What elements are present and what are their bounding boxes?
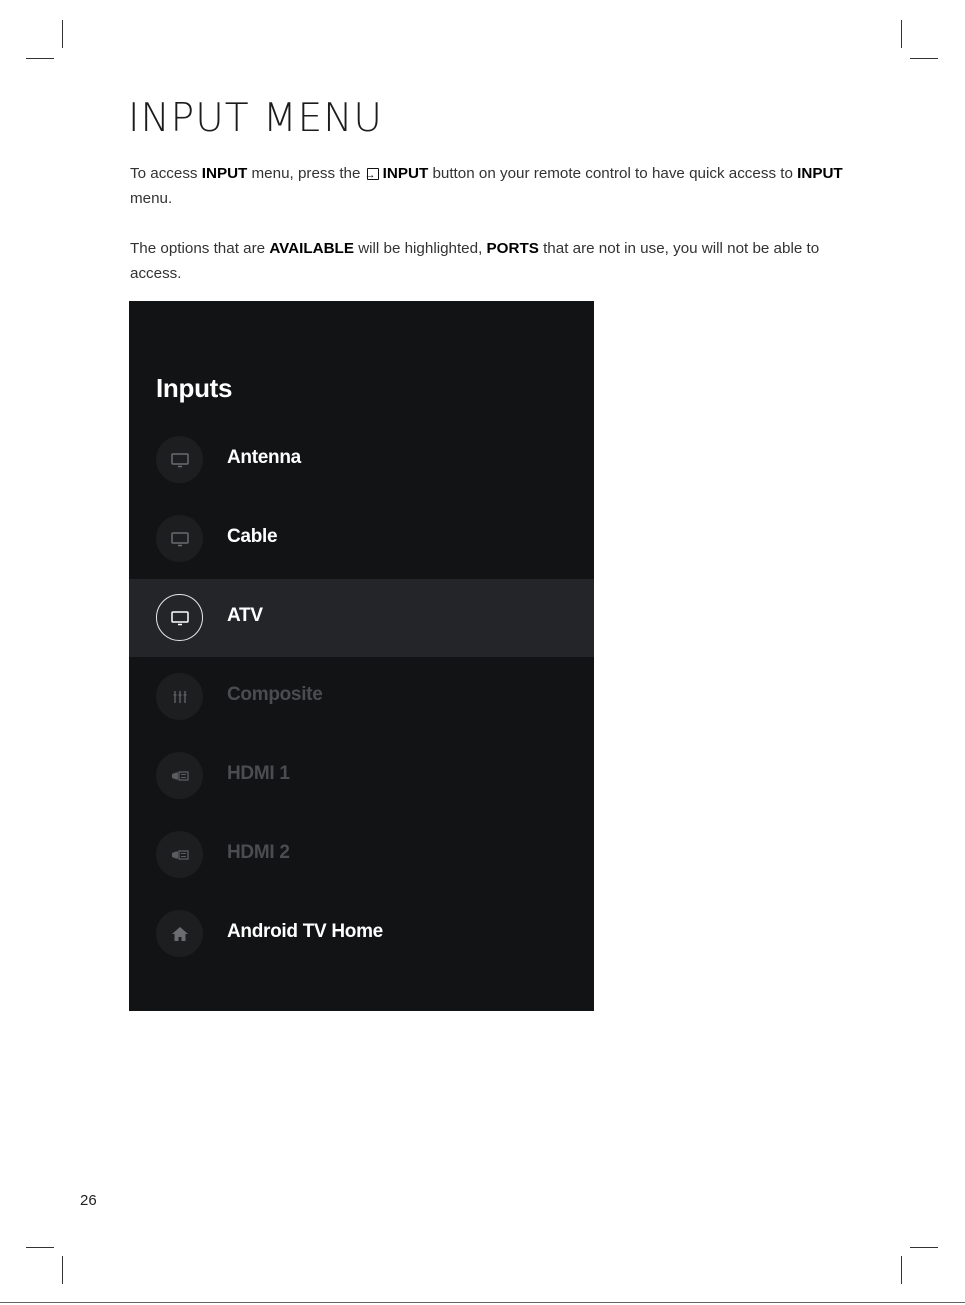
input-item-label: Cable <box>227 526 278 547</box>
tv-icon <box>156 594 203 641</box>
menu-title: Inputs <box>156 373 233 403</box>
tv-icon <box>156 436 203 483</box>
crop-mark <box>26 1247 54 1248</box>
input-item-label: HDMI 1 <box>227 763 290 784</box>
crop-mark <box>910 1247 938 1248</box>
crop-mark <box>62 1256 63 1284</box>
crop-mark <box>901 1256 902 1284</box>
input-item-label: ATV <box>227 605 263 626</box>
composite-icon <box>156 673 203 720</box>
crop-mark <box>62 20 63 48</box>
hdmi-icon <box>156 831 203 878</box>
input-item-composite <box>129 658 594 736</box>
bottom-rule <box>0 1302 965 1303</box>
input-item-label: Antenna <box>227 447 301 468</box>
input-item-label: Composite <box>227 684 323 705</box>
input-item-antenna[interactable] <box>129 421 594 499</box>
input-item-hdmi-2 <box>129 816 594 894</box>
input-item-atv[interactable] <box>129 579 594 657</box>
input-item-cable[interactable] <box>129 500 594 578</box>
input-item-android-tv-home[interactable] <box>129 895 594 973</box>
page-number: 26 <box>80 1192 97 1209</box>
input-item-label: HDMI 2 <box>227 842 290 863</box>
input-icon <box>367 168 379 180</box>
crop-mark <box>26 58 54 59</box>
tv-icon <box>156 515 203 562</box>
input-item-hdmi-1 <box>129 737 594 815</box>
crop-mark <box>910 58 938 59</box>
hdmi-icon <box>156 752 203 799</box>
input-item-label: Android TV Home <box>227 921 383 942</box>
page-title: INPUT MENU <box>128 96 383 141</box>
inputs-menu-panel <box>129 301 594 1011</box>
intro-paragraph: To access INPUT menu, press the →INPUT button on your remote control to have quick access to INPUT menu. <box>130 161 850 211</box>
availability-paragraph: The options that are AVAILABLE will be highlighted, PORTS that are not in use, you will not be able to access. <box>130 240 820 282</box>
home-icon <box>156 910 203 957</box>
crop-mark <box>901 20 902 48</box>
